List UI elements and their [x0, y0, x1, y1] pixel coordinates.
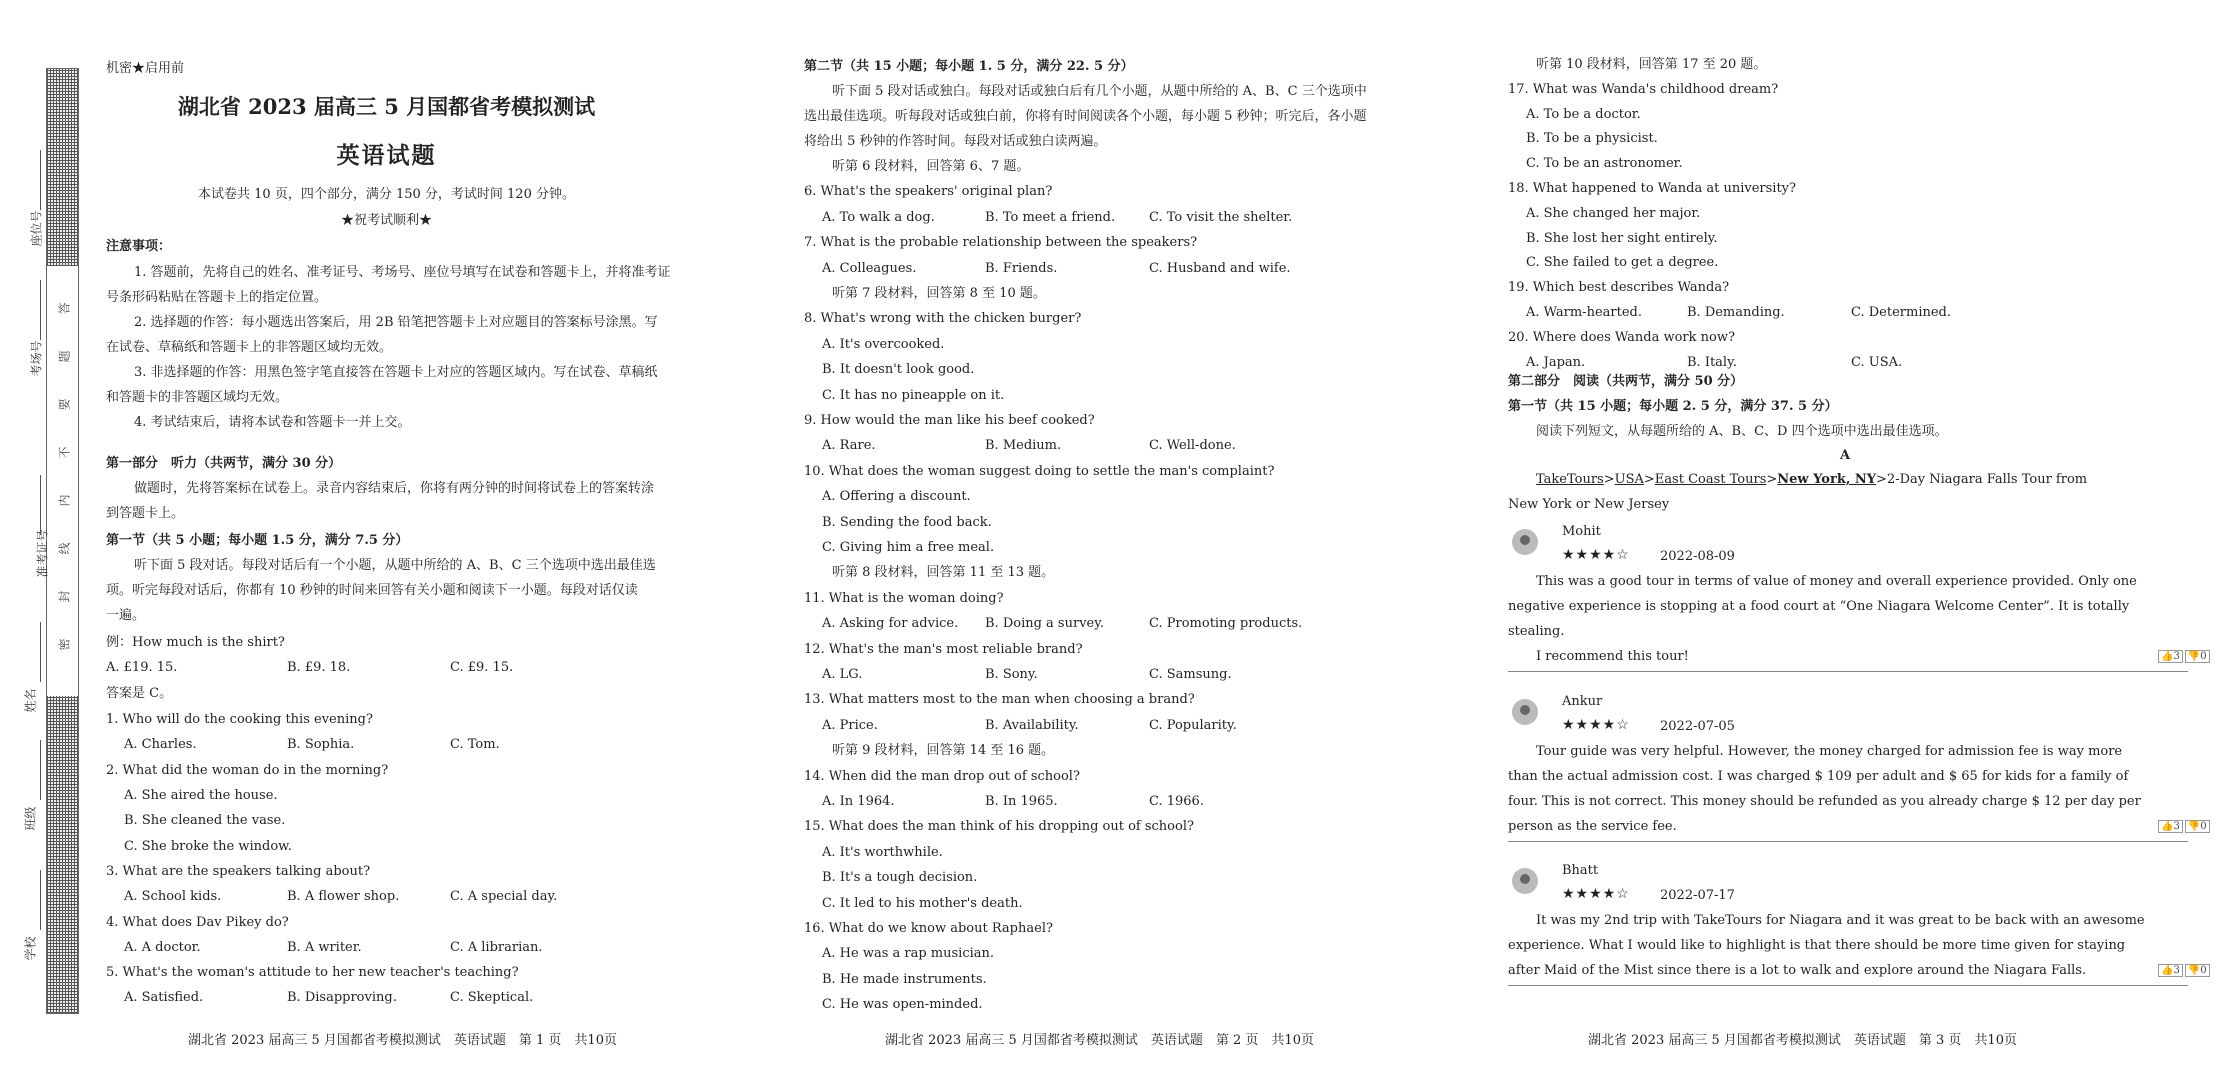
question-option: C. A special day.: [450, 889, 558, 904]
section1-intro-line: 听下面 5 段对话。每段对话后有一个小题，从题中所给的 A、B、C 三个选项中选出最佳选: [134, 558, 656, 573]
exam-wish: ★祝考试顺利★: [340, 213, 432, 228]
reviewer-name: Bhatt: [1562, 863, 1599, 878]
question-option: C. Giving him a free meal.: [822, 540, 995, 555]
question-text: 11. What is the woman doing?: [804, 590, 1004, 606]
reading-section1-heading: 第一节（共 15 小题；每小题 2. 5 分，满分 37. 5 分）: [1508, 399, 1838, 414]
thumbs-up-count[interactable]: 👍3: [2158, 964, 2183, 977]
review-text-line: person as the service fee.: [1508, 819, 1677, 834]
seal-character: 内: [57, 494, 72, 507]
question-text: 2. What did the woman do in the morning?: [106, 762, 389, 778]
question-text: 15. What does the man think of his dropping out of school?: [804, 819, 1194, 835]
breadcrumb-separator: >: [1643, 472, 1655, 487]
reviewer-name: Mohit: [1562, 524, 1601, 539]
breadcrumb-separator: >: [1603, 472, 1615, 487]
breadcrumb: [1536, 471, 2087, 488]
thumbs-down-count[interactable]: 👎0: [2185, 820, 2210, 833]
review-date: 2022-08-09: [1660, 549, 1735, 564]
question-option: B. To meet a friend.: [985, 209, 1116, 225]
question-option: A. It's worthwhile.: [822, 844, 943, 860]
question-option: A. Offering a discount.: [822, 489, 971, 505]
question-text: 16. What do we know about Raphael?: [804, 921, 1053, 936]
example-option: B. £9. 18.: [287, 660, 351, 675]
question-option: C. She broke the window.: [124, 838, 292, 854]
reviewer-avatar: [1512, 699, 1538, 725]
notice-line: 和答题卡的非答题区域均无效。: [106, 390, 289, 405]
review-separator: [1508, 671, 2188, 672]
secret-label: 机密★启用前: [106, 61, 185, 76]
notice-line: 号条形码粘贴在答题卡上的指定位置。: [106, 290, 328, 305]
question-option: B. To be a physicist.: [1526, 131, 1658, 147]
question-option: A. LG.: [822, 667, 863, 682]
thumbs-down-count[interactable]: 👎0: [2185, 964, 2210, 977]
question-option: A. Colleagues.: [822, 260, 917, 276]
question-text: 10. What does the woman suggest doing to settle the man's complaint?: [804, 463, 1275, 479]
example-question: 例：How much is the shirt?: [106, 635, 285, 650]
question-option: A. Price.: [822, 717, 878, 733]
question-option: A. A doctor.: [124, 939, 201, 955]
question-option: C. A librarian.: [450, 939, 543, 955]
question-text: 1. Who will do the cooking this evening?: [106, 712, 373, 727]
question-text: 18. What happened to Wanda at university?: [1508, 181, 1796, 196]
review-text-line: I recommend this tour!: [1536, 649, 1689, 664]
review-text-line: negative experience is stopping at a food court at “One Niagara Welcome Center”. It is totally: [1508, 599, 2130, 614]
breadcrumb-link[interactable]: East Coast Tours: [1654, 472, 1767, 487]
binding-strip-blank: [46, 266, 79, 696]
review-separator: [1508, 841, 2188, 842]
question-option: B. She cleaned the vase.: [124, 813, 286, 828]
thumbs-up-count[interactable]: 👍3: [2158, 650, 2183, 663]
question-option: B. Medium.: [985, 438, 1062, 454]
breadcrumb-current: 2-Day Niagara Falls Tour from: [1886, 472, 2088, 487]
question-option: A. In 1964.: [822, 794, 895, 809]
question-option: C. Husband and wife.: [1149, 260, 1291, 276]
material-instruction: 听第 7 段材料，回答第 8 至 10 题。: [832, 286, 1046, 301]
example-option: C. £9. 15.: [450, 660, 514, 675]
question-option: A. Warm-hearted.: [1526, 305, 1642, 320]
question-option: B. In 1965.: [985, 794, 1058, 809]
binding-field-line: [40, 870, 41, 930]
notice-line: 在试卷、草稿纸和答题卡上的非答题区域均无效。: [106, 340, 393, 355]
subject-title: 英语试题: [336, 142, 437, 169]
question-option: C. It has no pineapple on it.: [822, 387, 1005, 403]
question-text: 19. Which best describes Wanda?: [1508, 280, 1730, 296]
breadcrumb-separator: >: [1766, 472, 1778, 487]
example-answer: 答案是 C。: [106, 686, 173, 701]
part1-intro-line: 做题时，先将答案标在试卷上。录音内容结束后，你将有两分钟的时间将试卷上的答案转涂: [134, 481, 655, 496]
notice-line: 2. 选择题的作答：每小题选出答案后，用 2B 铅笔把答题卡上对应题目的答案标号涂黑。写: [134, 315, 658, 330]
example-option: A. £19. 15.: [106, 660, 178, 675]
breadcrumb-link[interactable]: USA: [1614, 472, 1644, 487]
binding-field-label: 班级: [23, 806, 38, 831]
seal-character: 密: [57, 638, 72, 651]
question-option: A. To be a doctor.: [1526, 106, 1641, 122]
reviewer-name: Ankur: [1562, 694, 1603, 709]
question-option: A. Charles.: [124, 737, 197, 752]
question-option: B. Sophia.: [287, 737, 355, 752]
reviewer-avatar: [1512, 529, 1538, 555]
review-date: 2022-07-17: [1660, 888, 1735, 903]
notice-line: 1. 答题前，先将自己的姓名、准考证号、考场号、座位号填写在试卷和答题卡上，并将准考证: [134, 265, 671, 280]
breadcrumb-separator: >: [1876, 472, 1887, 487]
question-text: 5. What's the woman's attitude to her new teacher's teaching?: [106, 965, 519, 980]
question-text: 12. What's the man's most reliable brand?: [804, 641, 1083, 657]
question-option: B. Friends.: [985, 260, 1058, 276]
notice-heading: 注意事项：: [106, 239, 172, 254]
seal-character: 不: [57, 446, 72, 459]
question-option: A. She changed her major.: [1526, 205, 1701, 221]
material-instruction: 听第 8 段材料，回答第 11 至 13 题。: [832, 565, 1055, 581]
question-option: B. It's a tough decision.: [822, 870, 978, 886]
review-text-line: It was my 2nd trip with TakeTours for Niagara and it was great to be back with an awesome: [1536, 913, 2145, 928]
question-option: B. She lost her sight entirely.: [1526, 230, 1718, 246]
question-option: B. Sending the food back.: [822, 514, 992, 530]
breadcrumb-tail-line2: New York or New Jersey: [1508, 497, 1670, 512]
question-option: A. Satisfied.: [124, 990, 204, 1005]
question-option: C. Tom.: [450, 737, 500, 752]
thumbs-up-count[interactable]: 👍3: [2158, 820, 2183, 833]
question-option: C. It led to his mother's death.: [822, 895, 1023, 911]
question-text: 8. What's wrong with the chicken burger?: [804, 311, 1082, 327]
binding-field-line: [40, 740, 41, 800]
binding-field-label: 姓名: [23, 688, 38, 713]
question-option: A. Asking for advice.: [822, 616, 959, 632]
exam-title: 湖北省 2023 届高三 5 月国都省考模拟测试: [177, 94, 596, 119]
seal-character: 题: [57, 350, 72, 363]
question-option: C. To be an astronomer.: [1526, 156, 1683, 172]
question-option: C. Popularity.: [1149, 717, 1237, 733]
question-text: 14. When did the man drop out of school?: [804, 768, 1080, 784]
question-option: C. USA.: [1851, 354, 1903, 370]
star-rating: ★★★★☆: [1562, 886, 1630, 902]
review-text-line: stealing.: [1508, 624, 1565, 639]
part1-heading: 第一部分 听力（共两节，满分 30 分）: [106, 456, 342, 471]
review-text-line: after Maid of the Mist since there is a lot to walk and explore around the Niagara Falls.: [1508, 963, 2087, 978]
star-rating: ★★★★☆: [1562, 717, 1630, 733]
question-option: C. Determined.: [1851, 305, 1952, 320]
question-text: 3. What are the speakers talking about?: [106, 864, 371, 879]
binding-field-label: 准考证号: [35, 529, 50, 578]
page3-footer: 湖北省 2023 届高三 5 月国都省考模拟测试 英语试题 第 3 页 共10页: [1588, 1033, 2017, 1048]
part1-intro-line: 到答题卡上。: [106, 506, 185, 521]
section2-intro-line: 将给出 5 秒钟的作答时间。每段对话或独白读两遍。: [804, 134, 1107, 149]
question-option: B. Availability.: [985, 717, 1079, 733]
question-option: B. Italy.: [1687, 354, 1737, 370]
page1-footer: 湖北省 2023 届高三 5 月国都省考模拟测试 英语试题 第 1 页 共10页: [188, 1033, 617, 1048]
question-option: B. A writer.: [287, 939, 362, 955]
star-rating: ★★★★☆: [1562, 547, 1630, 563]
binding-field-label: 座位号: [29, 210, 44, 247]
question-option: C. 1966.: [1149, 794, 1204, 809]
review-date: 2022-07-05: [1660, 719, 1735, 734]
exam-info: 本试卷共 10 页，四个部分，满分 150 分，考试时间 120 分钟。: [198, 187, 575, 202]
question-text: 13. What matters most to the man when choosing a brand?: [804, 692, 1195, 708]
passage-label: A: [1840, 448, 1851, 463]
section1-intro-line: 项。听完每段对话后，你都有 10 秒钟的时间来回答有关小题和阅读下一小题。每段对话仅读: [106, 583, 638, 598]
seal-character: 答: [57, 302, 72, 315]
question-text: 4. What does Dav Pikey do?: [106, 914, 289, 930]
thumbs-down-count[interactable]: 👎0: [2185, 650, 2210, 663]
question-option: A. He was a rap musician.: [822, 946, 995, 962]
question-option: C. Promoting products.: [1149, 616, 1303, 632]
material-instruction: 听第 10 段材料，回答第 17 至 20 题。: [1536, 57, 1767, 72]
question-text: 6. What's the speakers' original plan?: [804, 184, 1053, 200]
question-option: C. Well-done.: [1149, 438, 1236, 454]
question-option: C. He was open-minded.: [822, 997, 983, 1013]
question-text: 7. What is the probable relationship between the speakers?: [804, 235, 1198, 251]
question-option: A. Rare.: [822, 438, 876, 454]
material-instruction: 听第 9 段材料，回答第 14 至 16 题。: [832, 743, 1055, 759]
binding-field-line: [40, 622, 41, 682]
review-vote-buttons[interactable]: [2156, 965, 2210, 976]
binding-field-label: 学校: [23, 936, 38, 961]
binding-field-label: 考场号: [29, 340, 44, 377]
question-option: C. Samsung.: [1149, 667, 1232, 682]
review-text-line: Tour guide was very helpful. However, the money charged for admission fee is way more: [1536, 744, 2123, 759]
page2-footer: 湖北省 2023 届高三 5 月国都省考模拟测试 英语试题 第 2 页 共10页: [885, 1033, 1314, 1048]
seal-character: 要: [57, 398, 72, 411]
binding-field-line: [40, 280, 41, 340]
question-option: A. It's overcooked.: [822, 336, 945, 352]
question-option: B. He made instruments.: [822, 971, 987, 987]
review-separator: [1508, 985, 2188, 986]
breadcrumb-link[interactable]: New York, NY: [1777, 472, 1877, 487]
question-option: B. Disapproving.: [287, 990, 397, 1005]
question-option: B. It doesn't look good.: [822, 362, 975, 378]
notice-line: 3. 非选择题的作答：用黑色签字笔直接答在答题卡上对应的答题区域内。写在试卷、草稿纸: [134, 365, 658, 380]
question-option: B. A flower shop.: [287, 889, 400, 904]
section2-intro-line: 听下面 5 段对话或独白。每段对话或独白后有几个小题，从题中所给的 A、B、C 三个选项中: [832, 84, 1367, 99]
section2-intro-line: 选出最佳选项。听每段对话或独白前，你将有时间阅读各个小题，每小题 5 秒钟；听完后，各小题: [804, 109, 1367, 124]
reading-intro: 阅读下列短文，从每题所给的 A、B、C、D 四个选项中选出最佳选项。: [1536, 424, 1948, 439]
question-option: C. To visit the shelter.: [1149, 209, 1293, 225]
reviewer-avatar: [1512, 868, 1538, 894]
question-option: A. School kids.: [124, 889, 222, 904]
question-option: A. To walk a dog.: [822, 209, 935, 225]
section1-heading: 第一节（共 5 小题；每小题 1.5 分，满分 7.5 分）: [106, 533, 409, 548]
section2-heading: 第二节（共 15 小题；每小题 1. 5 分，满分 22. 5 分）: [804, 59, 1134, 74]
question-option: B. Doing a survey.: [985, 616, 1104, 632]
review-vote-buttons[interactable]: [2156, 821, 2210, 832]
review-text-line: four. This is not correct. This money should be refunded as you already charge $ 12 per day per: [1508, 794, 2141, 809]
breadcrumb-link[interactable]: TakeTours: [1536, 472, 1604, 487]
section1-intro-line: 一遍。: [106, 608, 146, 623]
question-text: 20. Where does Wanda work now?: [1508, 329, 1735, 345]
part2-heading: 第二部分 阅读（共两节，满分 50 分）: [1508, 374, 1744, 389]
question-option: C. Skeptical.: [450, 990, 534, 1005]
question-option: A. She aired the house.: [124, 787, 278, 803]
seal-character: 封: [57, 590, 72, 603]
review-vote-buttons[interactable]: [2156, 651, 2210, 662]
question-text: 17. What was Wanda's childhood dream?: [1508, 81, 1779, 97]
question-text: 9. How would the man like his beef cooked?: [804, 413, 1095, 428]
seal-character: 线: [57, 542, 72, 555]
review-text-line: This was a good tour in terms of value of money and overall experience provided. Only one: [1536, 574, 2137, 589]
notice-line: 4. 考试结束后，请将本试卷和答题卡一并上交。: [134, 415, 411, 430]
review-text-line: than the actual admission cost. I was charged $ 109 per adult and $ 65 for kids for a family of: [1508, 769, 2129, 784]
question-option: A. Japan.: [1526, 354, 1586, 370]
material-instruction: 听第 6 段材料，回答第 6、7 题。: [832, 159, 1030, 174]
question-option: C. She failed to get a degree.: [1526, 255, 1719, 271]
review-text-line: experience. What I would like to highlight is that there should be more time given for staying: [1508, 938, 2126, 953]
binding-field-line: [40, 475, 41, 535]
question-option: B. Demanding.: [1687, 305, 1785, 320]
question-option: B. Sony.: [985, 667, 1038, 682]
